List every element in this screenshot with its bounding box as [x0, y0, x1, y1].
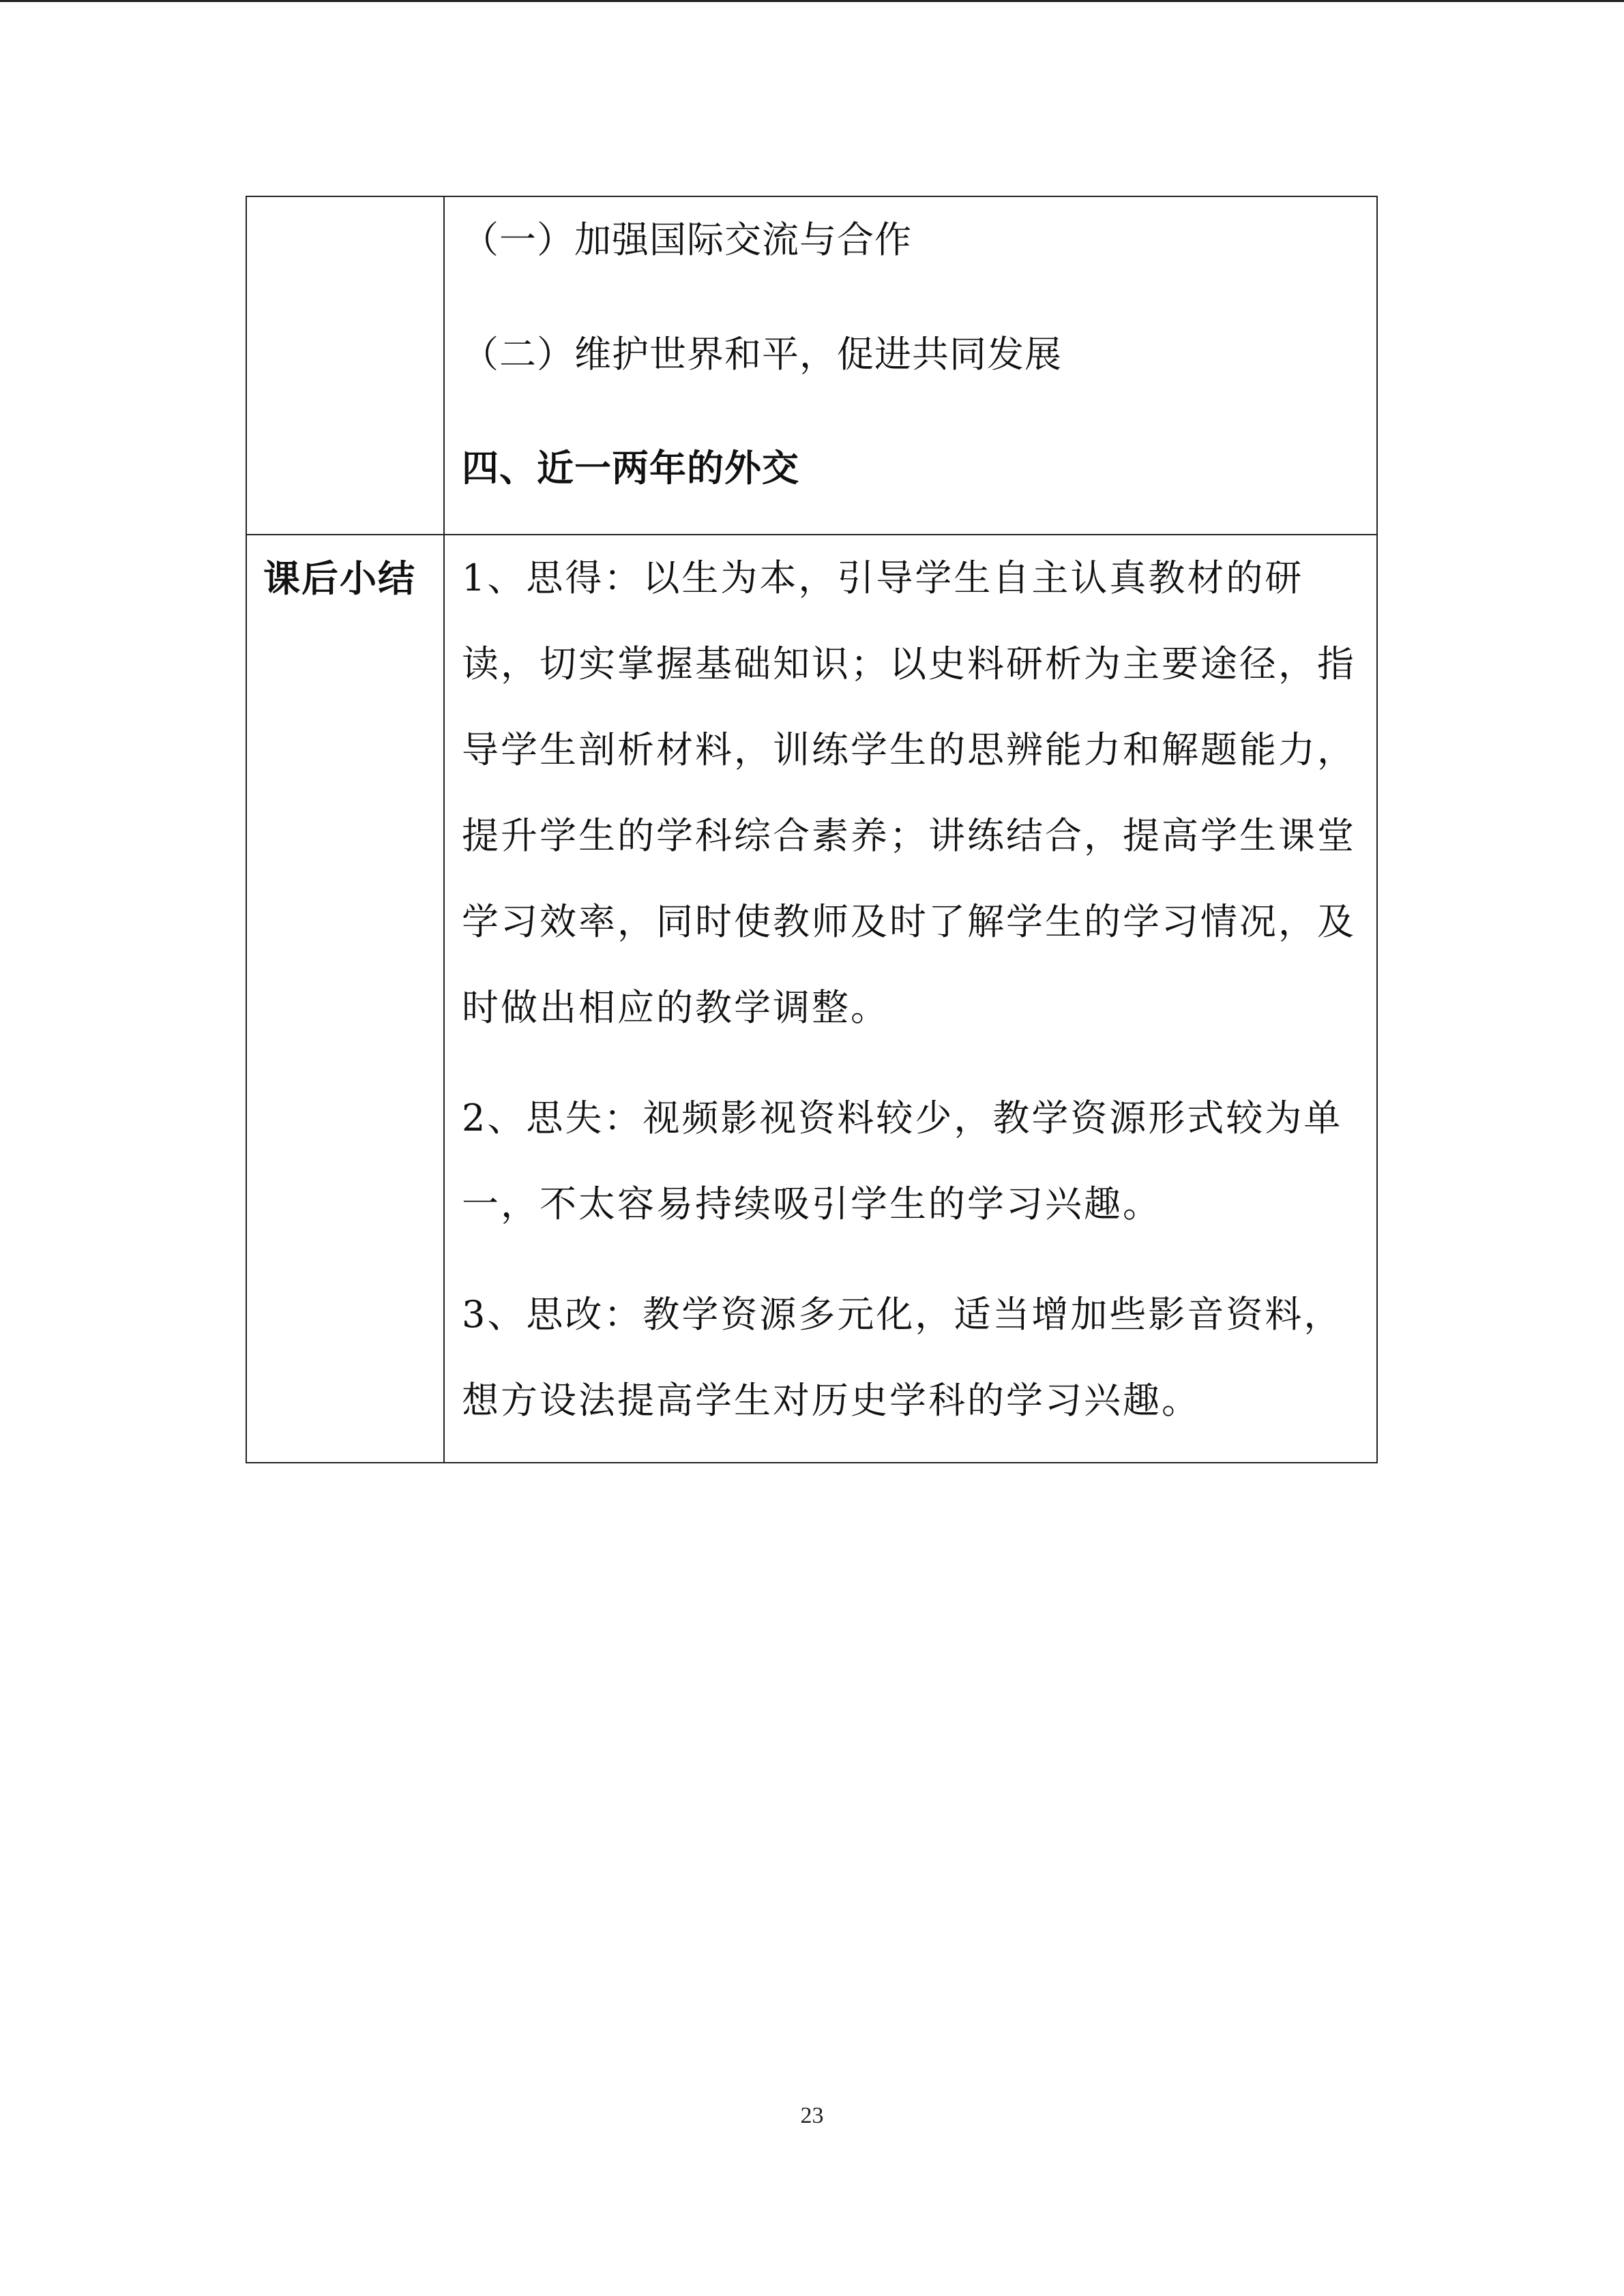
table-row-summary: [246, 535, 1377, 1463]
summary-paragraph-gains: 1、思得：以生为本，引导学生自主认真教材的研读，切实掌握基础知识；以史料研析为主要途径，指导学生剖析材料，训练学生的思辨能力和解题能力，提升学生的学科综合素养；讲练结合，提高学生课堂学习效率，同时使教师及时了解学生的学习情况，及时做出相应的教学调整。: [462, 556, 1356, 1029]
lesson-plan-table: [246, 196, 1378, 1463]
top-border-line: [0, 0, 1624, 2]
summary-paragraph-shortcomings: 2、思失：视频影视资料较少，教学资源形式较为单一，不太容易持续吸引学生的学习兴趣。: [462, 1097, 1343, 1225]
section-heading-recent-diplomacy: 四、近一两年的外交: [462, 446, 799, 490]
row-label-cell: [246, 535, 444, 1463]
row-label-cell-empty: [246, 196, 444, 535]
content-cell: [444, 196, 1377, 535]
page-number: 23: [800, 2103, 824, 2128]
summary-label: 课后小结: [263, 556, 416, 600]
summary-paragraph-improvements: 3、思改：教学资源多元化，适当增加些影音资料，想方设法提高学生对历史学科的学习兴趣。: [462, 1293, 1343, 1422]
table-row-content: [246, 196, 1377, 535]
section-line-exchange: （一）加强国际交流与合作: [462, 218, 912, 261]
summary-content-cell: [444, 535, 1377, 1463]
section-line-peace: （二）维护世界和平，促进共同发展: [462, 333, 1062, 376]
